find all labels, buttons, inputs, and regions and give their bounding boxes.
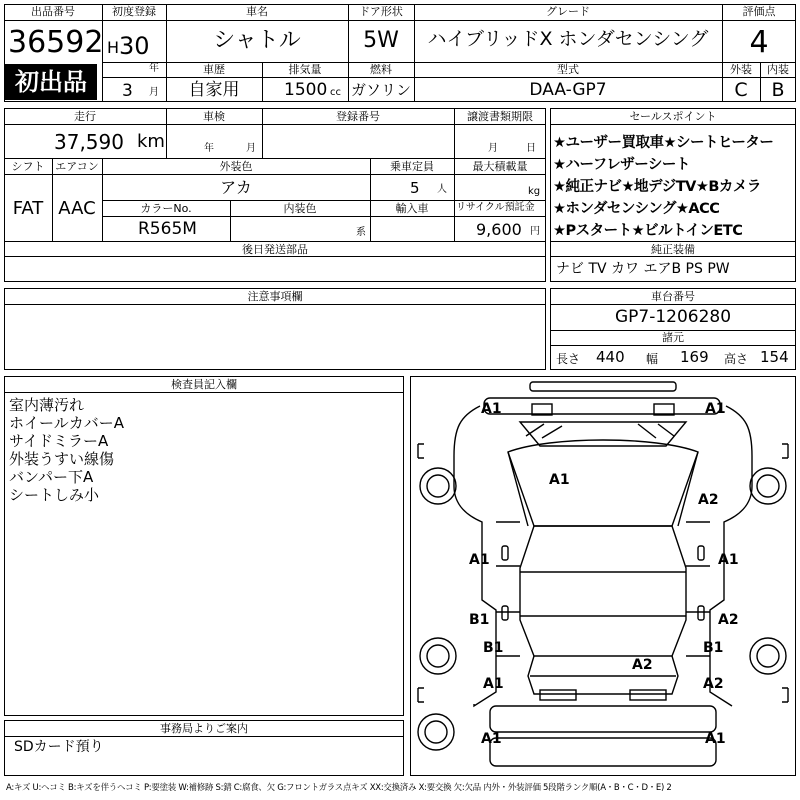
reg-year: 30 [119,32,150,60]
damage-legend: A:キズ U:ヘコミ B:キズを伴うヘコミ P:要塗装 W:補修跡 S:錆 C:腐食、欠 G:フロントガラス点キズ XX:交換済み X:要交換 欠:欠品 内外・外装評価 5段階ランク順(A・B・C・D・E) 2 [6,783,672,793]
model-label: 型式 [557,63,579,76]
damage-mark: B1 [469,612,490,628]
grade: ハイブリッドX ホンダセンシング [427,28,709,50]
ext-color-label: 外装色 [219,160,253,173]
year-unit: 年 [149,63,159,74]
ac-label: エアコン [55,160,99,173]
score-label: 評価点 [742,5,776,18]
damage-mark: A1 [705,731,726,747]
width-label: 幅 [646,352,659,366]
equipment-label: 純正装備 [651,243,695,256]
recycle-label: リサイクル預託金 [456,202,535,213]
damage-mark: A1 [483,676,504,692]
inspector-label: 検査員記入欄 [171,378,237,391]
chassis-label: 車台番号 [651,290,695,303]
fuel-label: 燃料 [370,63,392,76]
width: 169 [680,348,709,366]
sales-point-item: ★Pスタート★ビルトインETC [553,223,743,239]
interior-label: 内装 [767,63,789,76]
inspector-note: 外装うすい線傷 [9,450,115,468]
mileage-unit: km [137,131,165,152]
displacement: 1500 [284,80,328,100]
displacement-label: 排気量 [288,63,322,76]
mileage-label: 走行 [74,110,96,123]
inspector-note: 室内薄汚れ [9,396,85,414]
shift: FAT [12,198,44,219]
damage-mark: A1 [481,731,502,747]
ac: AAC [58,198,96,219]
month-unit: 月 [149,87,159,98]
damage-mark: A2 [718,612,739,628]
chassis-number: GP7-1206280 [614,307,732,327]
interior-score: B [771,79,785,101]
damage-mark: A1 [705,401,726,417]
grade-label: グレード [546,5,590,18]
damage-mark: A1 [549,472,570,488]
damage-mark: A2 [698,492,719,508]
damage-mark: B1 [703,640,724,656]
sales-point-item: ★ハーフレザーシート [553,157,690,173]
inspector-note: バンパー下A [9,468,94,486]
door-type: 5W [363,28,399,53]
inspector-note: サイドミラーA [9,432,109,450]
damage-mark: A1 [718,552,739,568]
load-unit: kg [528,186,541,197]
inspector-note: ホイールカバーA [9,414,124,432]
history-label: 車歴 [203,63,225,76]
inspection-label: 車検 [203,110,225,123]
length: 440 [596,348,625,366]
capacity-unit: 人 [437,184,447,195]
era: H [107,38,120,57]
mileage: 37,590 [54,130,124,154]
reg-no-label: 登録番号 [336,110,380,123]
capacity: 5 [410,179,420,197]
insp-year-unit: 年 [204,143,214,154]
damage-mark: A1 [469,552,490,568]
sales-point-item: ★ホンダセンシング★ACC [553,201,720,217]
car-diagram [410,376,796,776]
insp-month-unit: 月 [246,143,256,154]
reg-month: 3 [122,81,133,101]
length-label: 長さ [556,352,581,366]
lot-no: 36592 [8,25,104,60]
sales-point-item: ★純正ナビ★地デジTV★Bカメラ [553,179,761,195]
damage-mark: B1 [483,640,504,656]
door-label: ドア形状 [359,5,403,18]
damage-mark: A2 [703,676,724,692]
color-no: R565M [138,219,197,239]
recycle-unit: 円 [530,226,540,237]
transfer-day-unit: 日 [526,143,536,154]
specs-label: 諸元 [662,331,684,344]
int-color-unit: 系 [356,227,366,238]
damage-mark: A2 [632,657,653,673]
import-label: 輸入車 [395,202,429,215]
height-label: 高さ [724,352,749,366]
capacity-label: 乗車定員 [390,160,434,173]
transfer-month-unit: 月 [488,143,498,154]
sales-point-item: ★ユーザー買取車★シートヒーター [553,135,774,151]
office-message: SDカード預り [14,739,104,755]
cc-unit: cc [330,87,341,98]
history: 自家用 [188,80,240,100]
height: 154 [760,348,789,366]
inspector-notes [9,396,124,504]
car-name: シャトル [213,28,301,53]
color-no-label: カラーNo. [140,202,192,215]
score: 4 [749,25,769,60]
shift-label: シフト [11,160,45,173]
fuel: ガソリン [350,81,411,99]
transfer-label: 譲渡書類期限 [467,110,533,123]
first-reg-label: 初度登録 [112,5,156,18]
equipment: ナビ TV カワ エアB PS PW [556,261,730,277]
damage-mark: A1 [481,401,502,417]
exterior-score: C [734,79,748,101]
model: DAA-GP7 [529,80,607,100]
ext-color: アカ [220,178,252,197]
sales-points-label: セールスポイント [629,110,717,123]
int-color-label: 内装色 [283,202,317,215]
exterior-label: 外装 [730,63,752,76]
inspector-note: シートしみ小 [9,486,100,504]
office-label: 事務局よりご案内 [160,722,248,735]
recycle-amount: 9,600 [476,220,522,239]
lot-no-label: 出品番号 [31,5,75,18]
later-parts-label: 後日発送部品 [242,243,308,256]
car-name-label: 車名 [246,5,268,18]
load-label: 最大積載量 [472,160,528,173]
first-listing-badge: 初出品 [5,64,97,100]
caution-label: 注意事項欄 [247,290,303,303]
